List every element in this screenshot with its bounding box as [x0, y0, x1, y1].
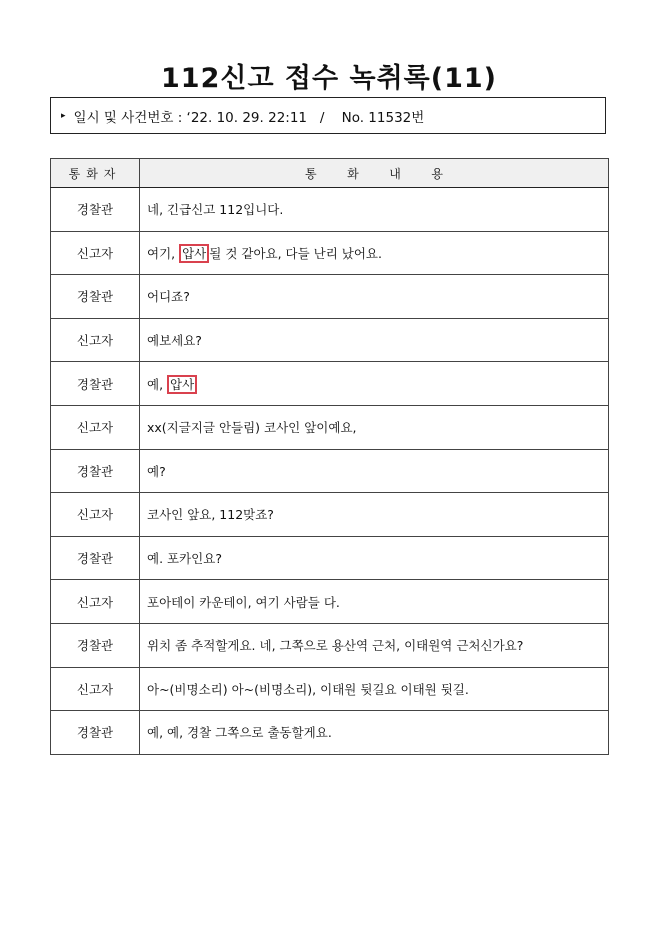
speaker-cell: 경찰관 — [51, 711, 140, 755]
content-cell: 예. 포카인요? — [140, 536, 609, 580]
table-row — [51, 711, 609, 755]
speaker-cell: 경찰관 — [51, 188, 140, 232]
content-cell: 포아테이 카운테이, 여기 사람들 다. — [140, 580, 609, 624]
content-text: 예, — [147, 376, 168, 392]
header-content: 통 화 내 용 — [140, 159, 609, 188]
content-cell: 아~(비명소리) 아~(비명소리), 이태원 뒷길요 이태원 뒷길. — [140, 667, 609, 711]
header-speaker: 통화자 — [51, 159, 140, 188]
table-row — [51, 667, 609, 711]
highlighted-word: 압사 — [179, 244, 209, 263]
speaker-cell: 경찰관 — [51, 275, 140, 319]
table-row — [51, 405, 609, 449]
speaker-cell: 신고자 — [51, 493, 140, 537]
speaker-cell: 경찰관 — [51, 623, 140, 667]
incident-info-text: 일시 및 사건번호 : ‘22. 10. 29. 22:11 / No. 11532번 — [73, 109, 425, 126]
page-title: 112신고 접수 녹취록(11) — [161, 63, 497, 94]
highlighted-word: 압사 — [167, 375, 197, 394]
content-cell: 네, 긴급신고 112입니다. — [140, 188, 609, 232]
content-cell — [140, 231, 609, 275]
content-cell: xx(지글지글 안들림) 코사인 앞이예요, — [140, 405, 609, 449]
table-row — [51, 580, 609, 624]
table-row — [51, 188, 609, 232]
table-row — [51, 623, 609, 667]
content-cell: 위치 좀 추적할게요. 네, 그쪽으로 용산역 근처, 이태원역 근처신가요? — [140, 623, 609, 667]
table-row — [51, 318, 609, 362]
speaker-cell: 신고자 — [51, 580, 140, 624]
content-text: 여기, — [147, 245, 180, 261]
table-header-row — [51, 159, 609, 188]
table-row — [51, 493, 609, 537]
content-cell: 예? — [140, 449, 609, 493]
table-row — [51, 449, 609, 493]
speaker-cell: 경찰관 — [51, 362, 140, 406]
speaker-cell: 신고자 — [51, 231, 140, 275]
transcript-table — [50, 158, 609, 755]
content-cell: 예보세요? — [140, 318, 609, 362]
speaker-cell: 신고자 — [51, 318, 140, 362]
speaker-cell: 경찰관 — [51, 449, 140, 493]
content-cell: 어디죠? — [140, 275, 609, 319]
speaker-cell: 신고자 — [51, 405, 140, 449]
content-cell: 코사인 앞요, 112맞죠? — [140, 493, 609, 537]
content-cell — [140, 362, 609, 406]
table-row — [51, 275, 609, 319]
table-row — [51, 231, 609, 275]
content-text: 될 것 같아요, 다들 난리 났어요. — [209, 245, 382, 261]
speaker-cell: 신고자 — [51, 667, 140, 711]
table-row — [51, 536, 609, 580]
content-cell: 예, 예, 경찰 그쪽으로 출동할게요. — [140, 711, 609, 755]
incident-info-box — [50, 97, 606, 134]
table-row — [51, 362, 609, 406]
bullet-icon: ▸ — [61, 110, 66, 121]
speaker-cell: 경찰관 — [51, 536, 140, 580]
